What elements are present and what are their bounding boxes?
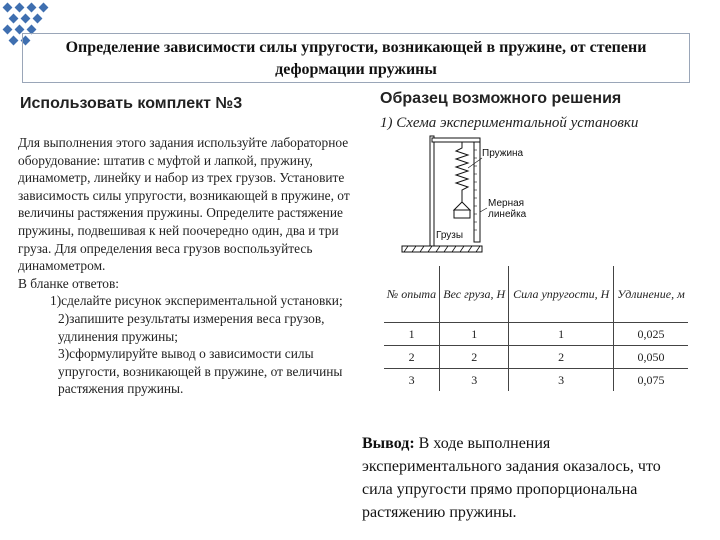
- table-cell: 3: [440, 369, 509, 392]
- conclusion-label: Вывод:: [362, 435, 415, 452]
- task-step-3: 3)сформулируйте вывод о зависимости силы упругости, возникающей в пружине, от величины растяжения пружины.: [58, 346, 343, 397]
- weights-label: Грузы: [436, 230, 464, 241]
- header-elastic-force: Сила упругости, Н: [509, 266, 614, 323]
- task-intro: Для выполнения этого задания используйте лабораторное оборудование: штатив с муфтой и лапкой, пружину, динамометр, линейку и набор из трех грузов. Установите зависимость силы упругости, возникающей в пружине, от величины растяжения пружины. Определите растяжение пружины, подвешивая к ней поочередно один, два и три груза. Для определения веса грузов воспользуйтесь динамометром.: [18, 135, 350, 274]
- stand-pole: [430, 136, 434, 246]
- ruler-label-2: линейка: [488, 209, 527, 220]
- conclusion-text: В ходе выполнения экспериментального задания оказалось, что сила упругости прямо пропорциональна растяжению пружины.: [362, 435, 661, 521]
- spring-icon: [456, 142, 468, 196]
- table-row: [384, 369, 688, 392]
- answers-label: В бланке ответов:: [18, 275, 119, 291]
- task-description: [18, 134, 356, 398]
- table-header-row: [384, 266, 688, 323]
- weight-icon: [454, 202, 470, 210]
- task-step-2: 2)запишите результаты измерения веса грузов, удлинения пружины;: [58, 310, 325, 344]
- ruler: [474, 142, 480, 242]
- table-cell: 1: [509, 323, 614, 346]
- setup-diagram: [396, 130, 556, 260]
- schema-title: 1) Схема экспериментальной установки: [380, 115, 639, 131]
- spring-label: Пружина: [482, 148, 524, 159]
- conclusion: [362, 432, 692, 524]
- weight-block: [454, 210, 470, 218]
- table-cell: 3: [509, 369, 614, 392]
- task-step-1: 1)сделайте рисунок экспериментальной установки;: [50, 293, 343, 309]
- table-cell: 2: [384, 346, 440, 369]
- table-cell: 1: [440, 323, 509, 346]
- header-weight: Вес груза, Н: [440, 266, 509, 323]
- header-elongation: Удлинение, м: [614, 266, 688, 323]
- table-row: [384, 346, 688, 369]
- table-cell: 0,075: [637, 372, 665, 387]
- table-row: [384, 323, 688, 346]
- results-table: [384, 266, 688, 391]
- table-cell: 2: [440, 346, 509, 369]
- kit-title: Использовать комплект №3: [20, 95, 243, 112]
- header-experiment-number: № опыта: [384, 266, 440, 323]
- table-cell: 0,025: [614, 323, 688, 346]
- sample-solution-title: Образец возможного решения: [380, 90, 622, 107]
- table-cell: 3: [384, 369, 440, 392]
- table-cell: 2: [509, 346, 614, 369]
- page-title: Определение зависимости силы упругости, возникающей в пружине, от степени деформации пружины: [22, 33, 690, 83]
- ruler-pointer: [480, 208, 487, 212]
- table-cell: 1: [384, 323, 440, 346]
- ruler-label-1: Мерная: [488, 198, 525, 209]
- table-cell: 0,050: [614, 346, 688, 369]
- stand-arm: [432, 138, 480, 142]
